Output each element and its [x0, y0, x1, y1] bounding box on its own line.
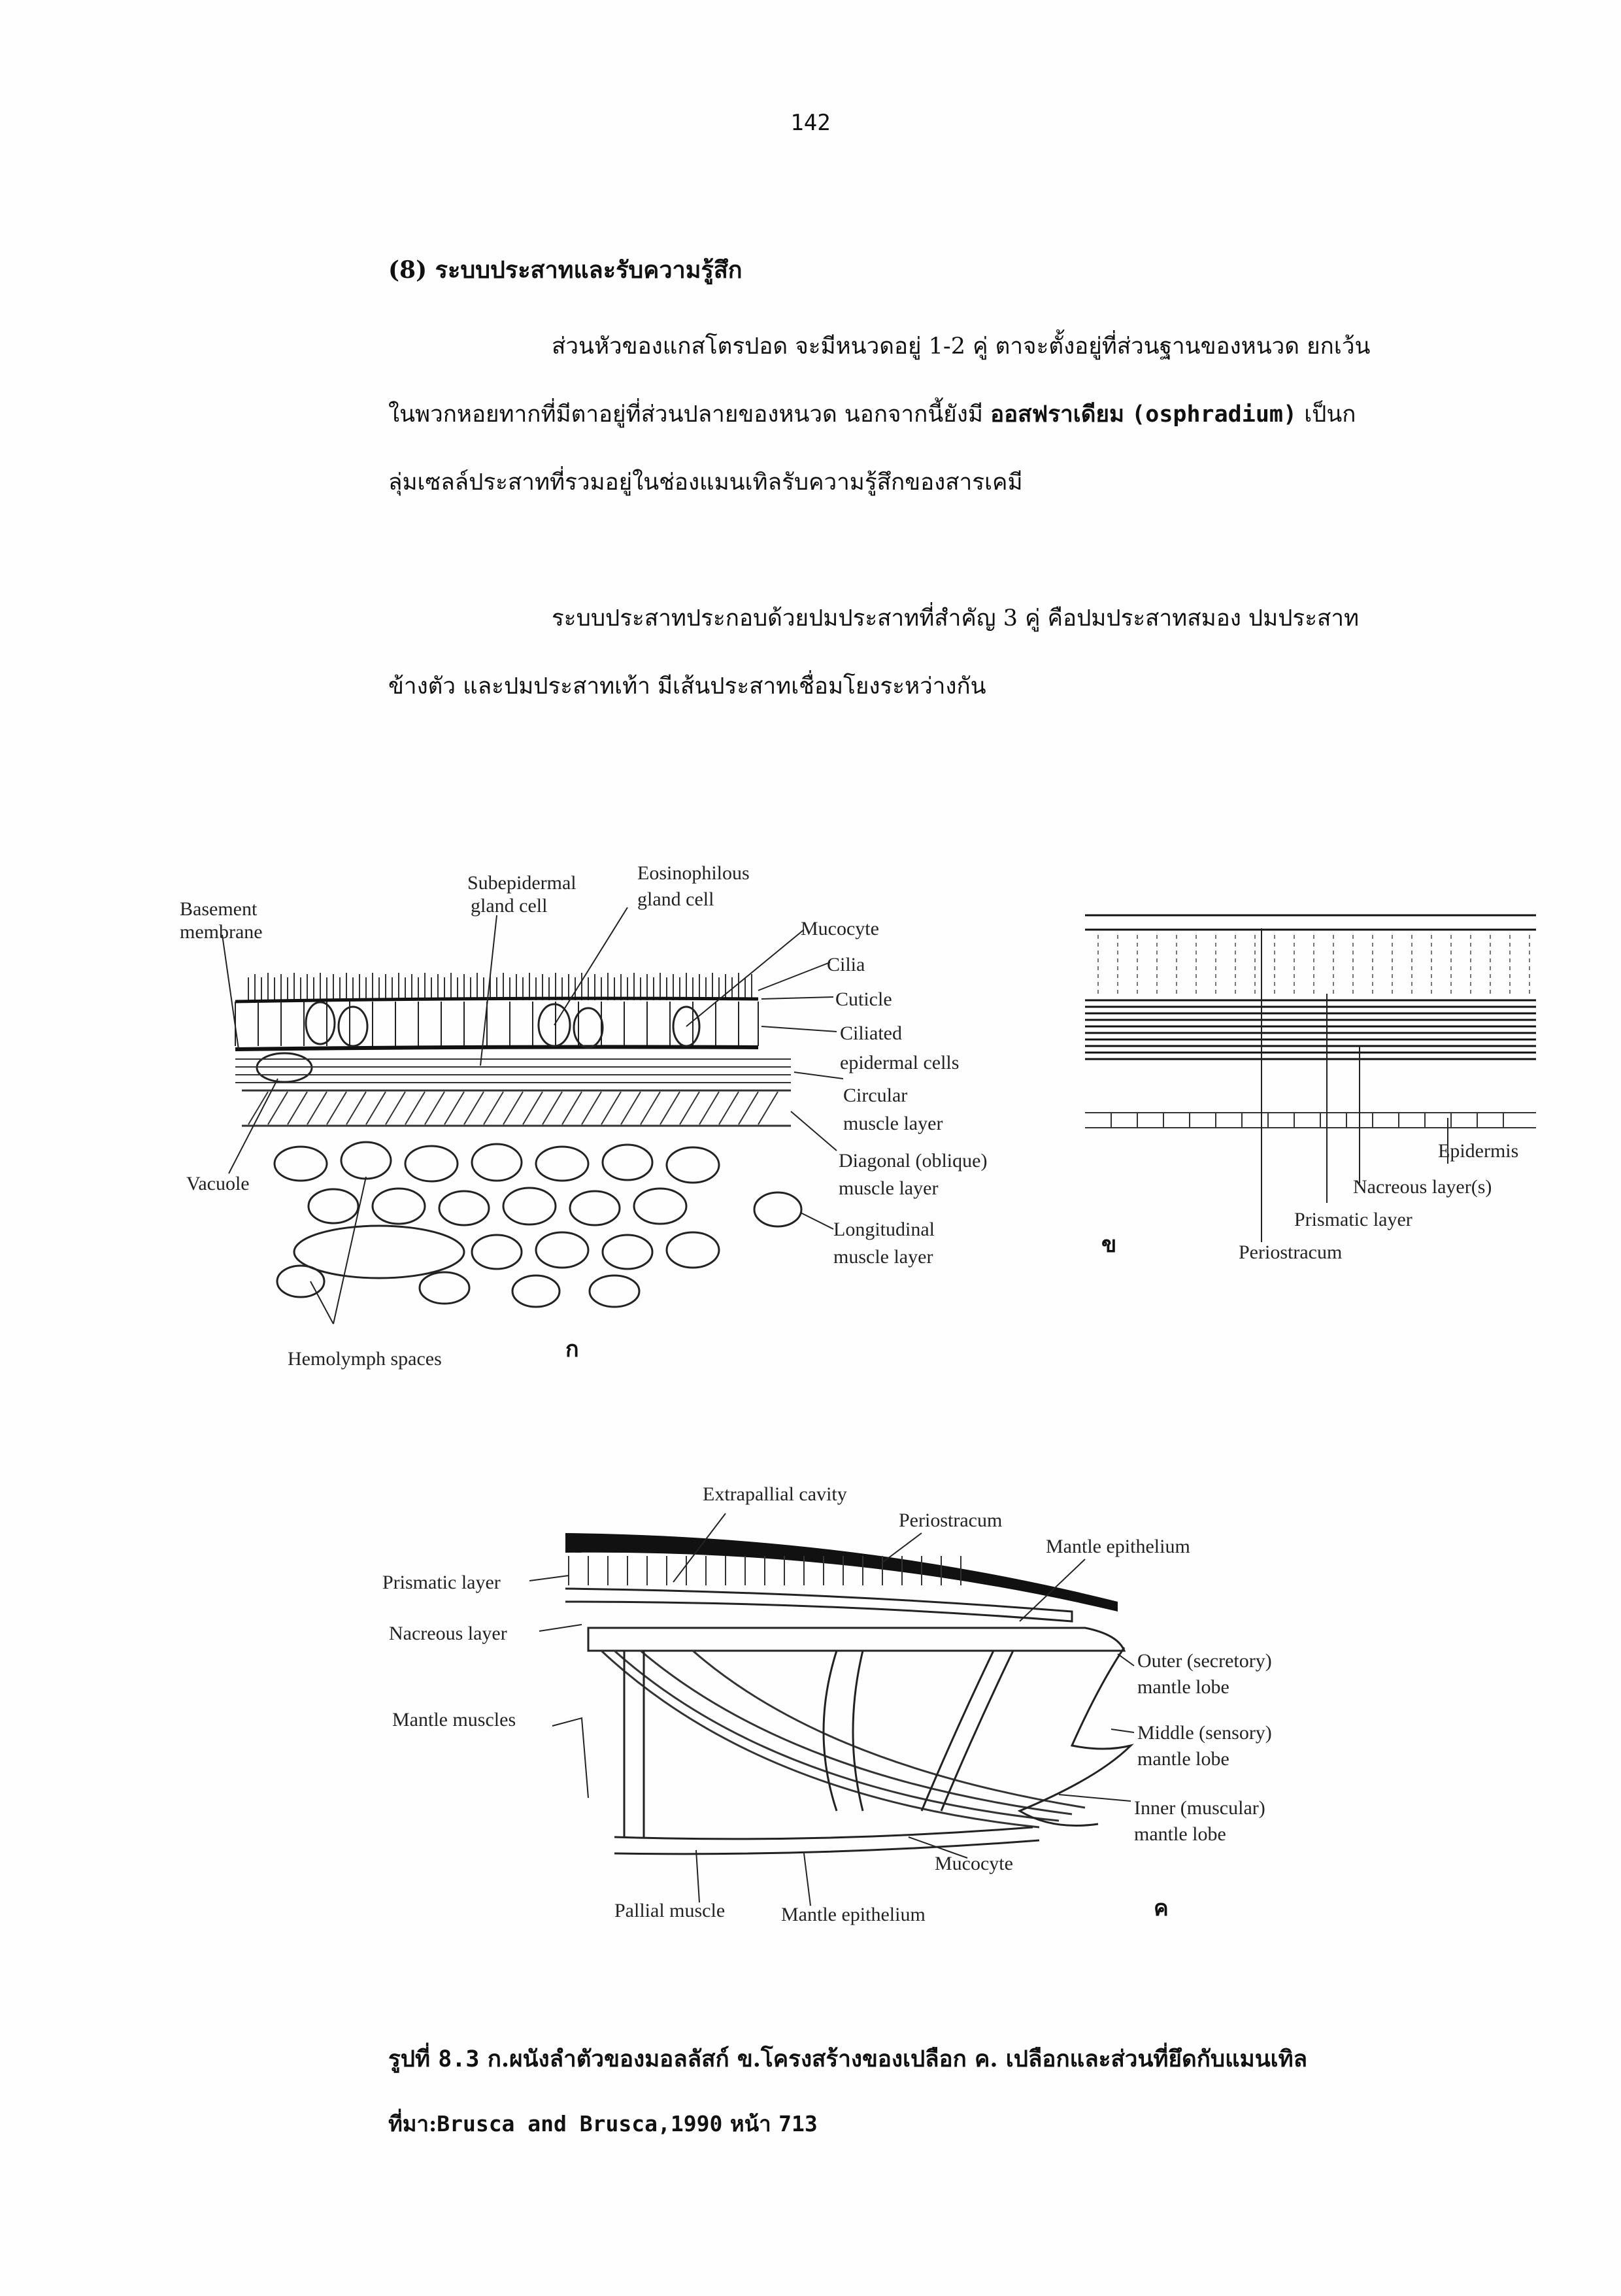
- bottom-epithelium: [614, 1827, 1039, 1854]
- paragraph-nervous-system: ระบบประสาทประกอบด้วยปมประสาทที่สำคัญ 3 คู่ คือปมประสาทสมอง ปมประสาทข้างตัว และปมประสาทเท้า มีเส้นประสาทเชื่อมโยงระหว่างกัน: [388, 605, 1360, 700]
- cilia-drawing: [248, 973, 752, 1000]
- label-subepidermal-2: gland cell: [471, 895, 548, 917]
- label-mantle-epithelium-bottom: Mantle epithelium: [781, 1904, 926, 1925]
- label-prismatic: Prismatic layer: [1294, 1209, 1412, 1230]
- label-circular-2: muscle layer: [843, 1113, 943, 1134]
- paragraph1-part1: ส่วนหัวของแกสโตรปอด จะมีหนวดอยู่ 1-2 คู่ ตาจะตั้งอยู่ที่ส่วนฐานของหนวด ยกเว้นในพวกหอยทากที่มีตาอยู่ที่ส่วนปลายของหนวด นอกจากนี้ยังมี: [388, 333, 1371, 428]
- label-periostracum: Periostracum: [1239, 1241, 1343, 1263]
- panel-label-c: ค: [1154, 1897, 1169, 1921]
- mantle-muscle-fibers: [601, 1651, 1085, 1827]
- panel-label-b: ข: [1101, 1233, 1117, 1257]
- label-basement-1: Basement: [180, 898, 258, 920]
- nacreous-layer-c: [565, 1589, 1072, 1621]
- label-mucocyte-c: Mucocyte: [935, 1853, 1013, 1874]
- muscle-column: [922, 1651, 1013, 1811]
- label-outer-2: mantle lobe: [1137, 1676, 1229, 1698]
- label-diagonal-2: muscle layer: [839, 1177, 939, 1199]
- diagonal-muscle: [242, 1090, 791, 1126]
- label-outer-1: Outer (secretory): [1137, 1650, 1272, 1672]
- figure-caption: [388, 2041, 1307, 2077]
- label-epidermis: Epidermis: [1438, 1140, 1519, 1162]
- longitudinal-muscle-bundles: [275, 1142, 801, 1307]
- source-page-word: หน้า: [729, 2111, 771, 2136]
- leader-lines: [222, 907, 843, 1324]
- term-osphradium-en: (osphradium): [1131, 401, 1297, 428]
- label-hemolymph: Hemolymph spaces: [288, 1348, 442, 1370]
- caption-number: 8.3: [438, 2046, 480, 2072]
- label-extrapallial: Extrapallial cavity: [703, 1483, 847, 1505]
- label-vacuole: Vacuole: [186, 1173, 250, 1194]
- mantle-epithelium-c: [588, 1628, 1124, 1651]
- label-middle-1: Middle (sensory): [1137, 1722, 1272, 1744]
- prismatic-layer: [1098, 935, 1529, 994]
- label-prismatic-c: Prismatic layer: [382, 1572, 501, 1593]
- term-osphradium-thai: ออสฟราเดียม: [990, 401, 1125, 428]
- source-ref: Brusca and Brusca,1990: [437, 2111, 723, 2136]
- circular-muscle: [235, 1059, 791, 1083]
- gland-cell: [339, 1007, 367, 1046]
- label-nacreous: Nacreous layer(s): [1353, 1176, 1492, 1198]
- epidermis-line: [1085, 1113, 1536, 1128]
- label-cilia: Cilia: [827, 954, 865, 975]
- label-basement-2: membrane: [180, 921, 263, 943]
- paragraph1-part2: เป็นกลุ่มเซลล์ประสาทที่รวมอยู่ในช่องแมนเทิลรับความรู้สึกของสารเคมี: [388, 401, 1356, 496]
- label-eosinophilous-1: Eosinophilous: [637, 862, 750, 884]
- epidermis-cells: [1111, 1113, 1503, 1128]
- periostracum-shape: [565, 1533, 1118, 1612]
- nacreous-layer: [1085, 1000, 1536, 1059]
- source-page: 713: [778, 2111, 818, 2136]
- periostracum-line: [1085, 915, 1536, 930]
- label-longitudinal-1: Longitudinal: [833, 1219, 935, 1240]
- source-prefix: ที่มา:: [388, 2111, 437, 2136]
- label-longitudinal-2: muscle layer: [833, 1246, 933, 1268]
- page-number: 142: [790, 110, 831, 136]
- figure-a-body-wall: [170, 850, 1085, 1386]
- prismatic-layer-c: [569, 1556, 961, 1585]
- label-mantle-epithelium-top: Mantle epithelium: [1046, 1536, 1190, 1557]
- leader-lines: [529, 1513, 1134, 1906]
- label-ciliated-1: Ciliated: [840, 1022, 902, 1044]
- label-periostracum-c: Periostracum: [899, 1510, 1003, 1531]
- label-eosinophilous-2: gland cell: [637, 888, 714, 910]
- panel-label-a: ก: [565, 1338, 579, 1362]
- basement-membrane-line: [235, 1047, 758, 1049]
- gland-cell: [306, 1002, 335, 1044]
- label-cuticle: Cuticle: [835, 988, 892, 1010]
- section-heading: (8) ระบบประสาทและรับความรู้สึก: [388, 256, 743, 284]
- label-diagonal-1: Diagonal (oblique): [839, 1150, 988, 1172]
- figure-source: [388, 2106, 818, 2141]
- label-circular-1: Circular: [843, 1085, 908, 1106]
- label-nacreous-c: Nacreous layer: [389, 1623, 507, 1644]
- label-inner-2: mantle lobe: [1134, 1823, 1226, 1845]
- label-middle-2: mantle lobe: [1137, 1748, 1229, 1770]
- label-pallial-muscle: Pallial muscle: [614, 1900, 726, 1921]
- label-mantle-muscles: Mantle muscles: [392, 1709, 516, 1730]
- caption-prefix: รูปที่: [388, 2046, 431, 2072]
- figure-b-shell-structure: [1072, 876, 1556, 1281]
- label-ciliated-2: epidermal cells: [840, 1052, 960, 1073]
- paragraph-head-and-osphradium: [388, 312, 1373, 516]
- figure-c-shell-and-mantle: [366, 1471, 1360, 1942]
- label-subepidermal-1: Subepidermal: [467, 872, 577, 894]
- label-inner-1: Inner (muscular): [1134, 1797, 1265, 1819]
- caption-text: ก.ผนังลำตัวของมอลลัสก์ ข.โครงสร้างของเปลือก ค. เปลือกและส่วนที่ยึดกับแมนเทิล: [487, 2046, 1308, 2072]
- label-mucocyte: Mucocyte: [801, 918, 879, 939]
- cuticle-line: [235, 998, 758, 1002]
